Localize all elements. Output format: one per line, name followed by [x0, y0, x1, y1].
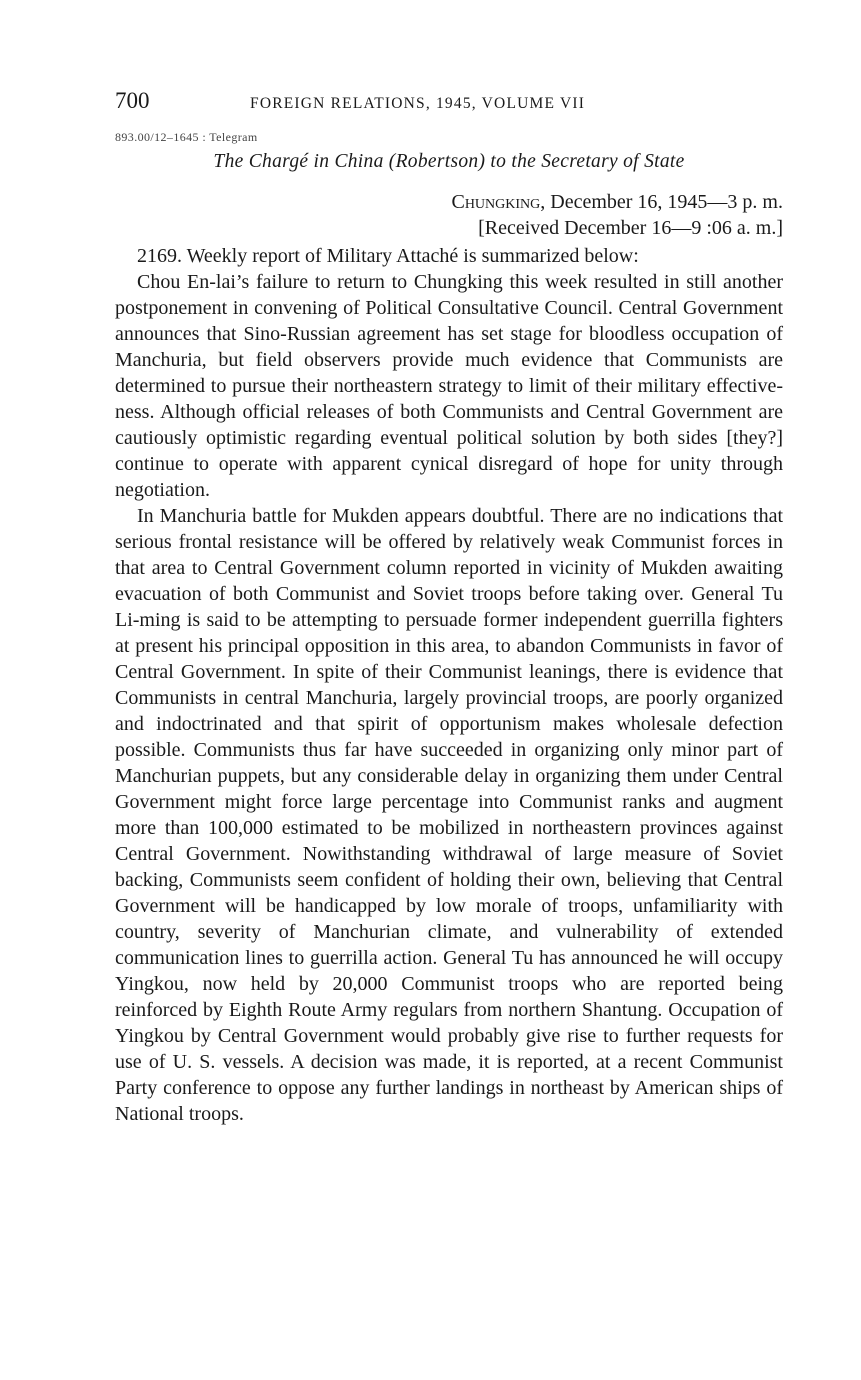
dateline-place: Chungking,: [451, 191, 546, 213]
page-number: 700: [115, 88, 150, 113]
paragraph: In Manchuria battle for Mukden appears doubtful. There are no indications that serious frontal resistance will be offered by relatively weak Communist forces in that area to Central Government column reported in vicinity of Mukden awaiting evacuation of both Communist and Soviet troops before taking over. General Tu Li-ming is said to be attempting to persuade former independent guerrilla fighters at present his principal opposition in this area, to abandon Communists in favor of Central Government. In spite of their Communist leanings, there is evidence that Communists in central Manchuria, largely provincial troops, are poorly organized and indoctrinated and that spirit of opportunism makes wholesale defection possible. Communists thus far have succeeded in organizing only minor part of Manchurian puppets, but any considerable delay in organizing them under Central Government might force large percentage into Communist ranks and augment more than 100,000 estimated to be mobilized in northeastern provinces against Central Government. Nowithstanding withdrawal of large measure of Soviet backing, Communists seem confident of holding their own, believing that Central Government will be handicapped by low morale of troops, unfamiliarity with country, severity of Manchurian climate, and vulnerability of extended communication lines to guerrilla action. General Tu has announced he will occupy Yingkou, now held by 20,000 Communist troops who are reported being reinforced by Eighth Route Army regulars from northern Shantung. Occupation of Yingkou by Central Government would probably give rise to further requests for use of U. S. vessels. A decision was made, it is reported, at a recent Communist Party conference to oppose any further landings in northeast by American ships of National troops.: [115, 505, 783, 1125]
dateline-sent: [115, 189, 783, 215]
file-reference: 893.00/12–1645 : Telegram: [115, 130, 258, 144]
paragraph: 2169. Weekly report of Military Attaché is summarized below:: [137, 245, 639, 267]
document-title: The Chargé in China (Robertson) to the Secretary of State: [213, 151, 685, 172]
running-header: [115, 88, 783, 122]
document-body: [115, 243, 783, 1127]
running-title: FOREIGN RELATIONS, 1945, VOLUME VII: [250, 95, 586, 112]
document-page: [115, 88, 783, 1127]
dateline-received: [Received December 16—9 :06 a. m.]: [478, 217, 783, 239]
dateline-date: December 16, 1945—3 p. m.: [545, 191, 783, 213]
dateline: [115, 189, 783, 241]
paragraph: Chou En-lai’s failure to return to Chungking this week resulted in still another postponement in convening of Political Consultative Council. Central Government announces that Sino-Russian agreement has set stage for bloodless occupation of Manchuria, but field observers provide much evidence that Communists are determined to pursue their northeastern strategy to limit of their military effectiveness. Although official releases of both Communists and Central Government are cautiously optimistic regarding eventual political solution by both sides [they?] continue to operate with apparent cynical disregard of hope for unity through negotiation.: [115, 271, 783, 501]
